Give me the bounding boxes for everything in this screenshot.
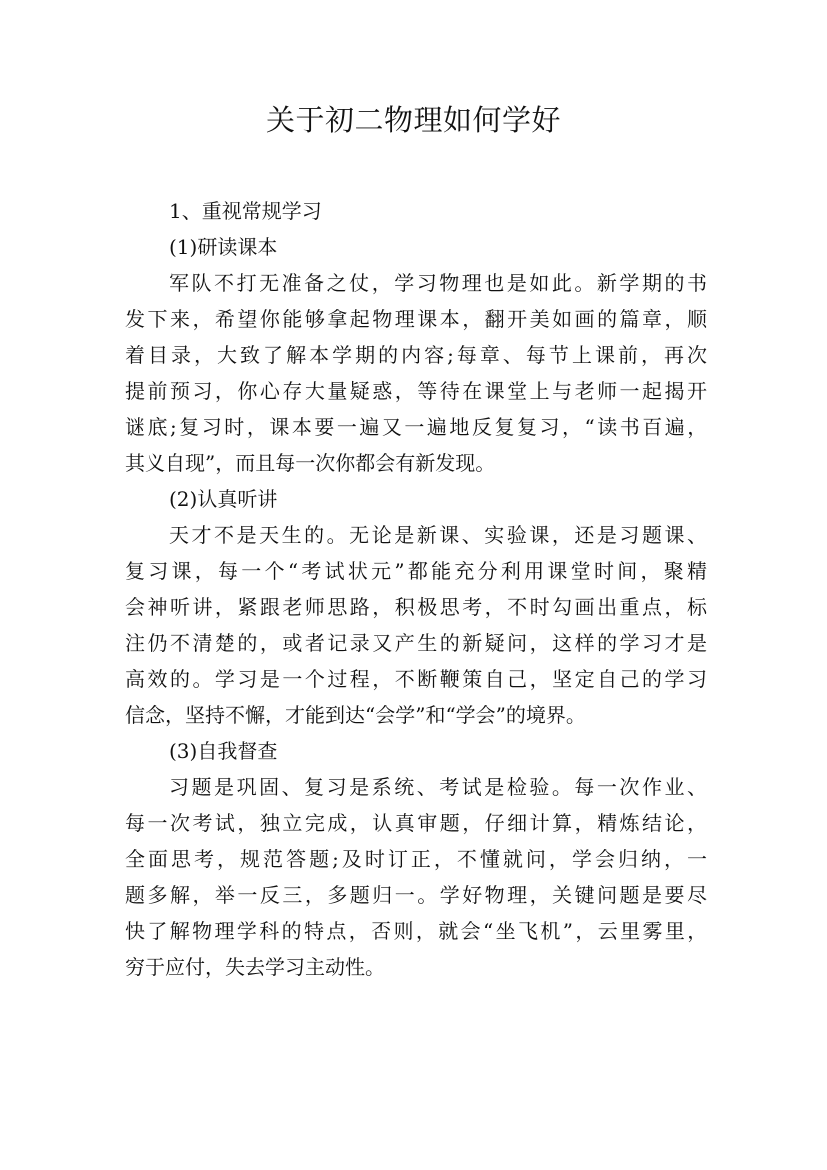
paragraph-3-line-6: 穷于应付，失去学习主动性。 <box>125 955 385 979</box>
paragraph-2-line-4: 注仍不清楚的，或者记录又产生的新疑问，这样的学习才是 <box>125 631 707 655</box>
paragraph-1-line-2: 发下来，希望你能够拿起物理课本，翻开美如画的篇章，顺 <box>125 307 707 331</box>
paragraph-3-line-2: 每一次考试，独立完成，认真审题，仔细计算，精炼结论， <box>125 811 707 835</box>
paragraph-3-line-5: 快了解物理学科的特点，否则，就会“坐飞机”，云里雾里， <box>125 919 707 943</box>
paragraph-1-line-5: 谜底;复习时，课本要一遍又一遍地反复复习，“读书百遍， <box>125 415 707 439</box>
paragraph-3-line-4: 题多解，举一反三，多题归一。学好物理，关键问题是要尽 <box>125 883 707 907</box>
paragraph-2-line-1: 天才不是天生的。无论是新课、实验课，还是习题课、 <box>169 523 707 547</box>
paragraph-2-line-3: 会神听讲，紧跟老师思路，积极思考，不时勾画出重点，标 <box>125 595 707 619</box>
paragraph-1-line-1: 军队不打无准备之仗，学习物理也是如此。新学期的书 <box>169 271 707 295</box>
paragraph-3-line-3: 全面思考，规范答题;及时订正，不懂就问，学会归纳，一 <box>125 847 707 871</box>
subsection-heading-2: (2)认真听讲 <box>169 487 278 511</box>
document-body <box>125 193 707 985</box>
subsection-heading-3: (3)自我督查 <box>169 739 278 763</box>
paragraph-1-line-4: 提前预习，你心存大量疑惑，等待在课堂上与老师一起揭开 <box>125 379 707 403</box>
subsection-heading-1: (1)研读课本 <box>169 235 278 259</box>
paragraph-3-line-1: 习题是巩固、复习是系统、考试是检验。每一次作业、 <box>169 775 707 799</box>
section-heading-1: 1、重视常规学习 <box>169 199 322 223</box>
paragraph-1-line-3: 着目录，大致了解本学期的内容;每章、每节上课前，再次 <box>125 343 707 367</box>
paragraph-2-line-5: 高效的。学习是一个过程，不断鞭策自己，坚定自己的学习 <box>125 667 707 691</box>
paragraph-2-line-6: 信念，坚持不懈，才能到达“会学”和“学会”的境界。 <box>125 703 586 727</box>
paragraph-2-line-2: 复习课，每一个“考试状元”都能充分利用课堂时间，聚精 <box>125 559 707 583</box>
document-title: 关于初二物理如何学好 <box>265 103 561 137</box>
paragraph-1-line-6: 其义自现”，而且每一次你都会有新发现。 <box>125 451 496 475</box>
